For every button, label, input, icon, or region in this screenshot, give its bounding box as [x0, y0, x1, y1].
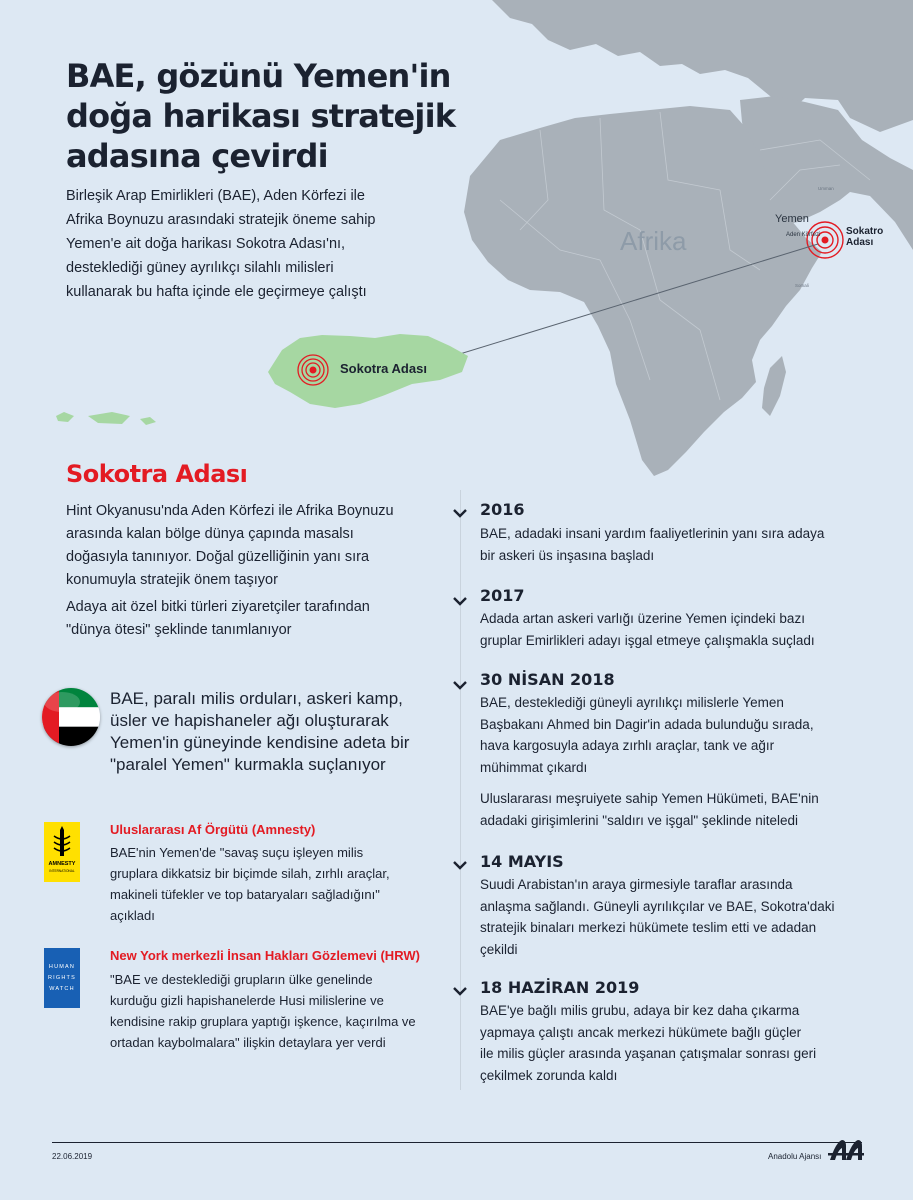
desc-line: arasında kalan bölge dünya çapında masalsı	[66, 526, 354, 542]
chevron-down-icon	[452, 986, 468, 996]
timeline-line-text: ile milis güçler arasında yaşanan çatışmalar sonrası geri	[480, 1046, 817, 1061]
hrw-logo-line: RIGHTS	[48, 975, 76, 981]
hrw-logo-line: WATCH	[49, 986, 75, 992]
map-label-sokatro-line: Sokatro	[846, 226, 884, 237]
amnesty-line: açıkladı	[110, 908, 155, 923]
timeline-line-text: stratejik binaları merkezi hükümete teslim etti ve adadan	[480, 920, 817, 935]
timeline-line-text: yapmaya çalıştı ancak merkezi hükümete bağlı güçler	[480, 1024, 802, 1040]
islet	[140, 417, 156, 425]
sokotra-target	[298, 355, 328, 385]
map-label-umman: Umman	[818, 186, 834, 191]
title-line: BAE, gözünü Yemen'in	[66, 57, 451, 95]
timeline-year: 2017	[480, 586, 525, 605]
timeline-text	[480, 874, 835, 960]
timeline-line-text: Uluslararası meşruiyete sahip Yemen Hükümeti, BAE'nin	[480, 791, 819, 806]
amnesty-title: Uluslararası Af Örgütü (Amnesty)	[110, 822, 316, 837]
timeline-line-text: mühimmat çıkardı	[480, 759, 588, 775]
timeline-line-text: Başbakanı Ahmed bin Dagir'in adada bulunduğu sırada,	[480, 716, 814, 732]
chevron-down-icon	[452, 508, 468, 518]
footer-divider	[52, 1142, 862, 1143]
timeline-year: 18 HAZİRAN 2019	[480, 978, 640, 997]
intro-line: Yemen'e ait doğa harikası Sokotra Adası'nı,	[66, 236, 346, 252]
timeline-line-text: bir askeri üs inşasına başladı	[480, 547, 655, 563]
map-label-afrika: Afrika	[620, 226, 687, 256]
timeline-line-text: gruplar Emirlikleri adayı işgal etmeye çalışmakla suçladı	[480, 632, 815, 648]
timeline-text	[480, 1000, 816, 1086]
timeline-year: 30 NİSAN 2018	[480, 670, 615, 689]
amnesty-text	[110, 842, 390, 926]
footer-date: 22.06.2019	[52, 1152, 93, 1161]
timeline-line-text: adadaki girişimlerini "saldırı ve işgal" şeklinde niteledi	[480, 812, 798, 828]
chevron-down-icon	[452, 596, 468, 606]
chevron-down-icon	[452, 680, 468, 690]
amnesty-logo-text: AMNESTY	[48, 861, 76, 867]
uae-line: üsler ve hapishaneler ağı oluşturarak	[110, 711, 389, 730]
timeline-text	[480, 692, 814, 778]
hrw-line: ortadan kaybolmalara" ilişkin detaylara yer verdi	[110, 1035, 386, 1050]
timeline-line-text: çekilmek zorunda kaldı	[480, 1067, 618, 1083]
title-line: doğa harikası stratejik	[66, 97, 456, 135]
desc-line: Hint Okyanusu'nda Aden Körfezi ile Afrika Boynuzu	[66, 503, 394, 519]
hrw-title: New York merkezli İnsan Hakları Gözlemevi (HRW)	[110, 948, 420, 963]
timeline-text	[480, 523, 824, 566]
timeline-line	[460, 490, 461, 1090]
intro-line: desteklediği güney ayrılıkçı silahlı milisleri	[66, 260, 334, 276]
timeline-line-text: BAE'ye bağlı milis grubu, adaya bir kez daha çıkarma	[480, 1003, 800, 1018]
timeline-year: 2016	[480, 500, 525, 519]
map-label-yemen: Yemen	[775, 213, 809, 225]
islet	[56, 412, 74, 422]
timeline-text	[480, 608, 815, 651]
map-label-sokatro-line: Adası	[846, 237, 874, 248]
amnesty-logo-subtext: INTERNATIONAL	[49, 869, 75, 873]
sokotra-description	[66, 500, 394, 592]
aa-logo-icon	[828, 1138, 864, 1162]
title-line: adasına çevirdi	[66, 137, 328, 175]
uae-line: Yemen'in güneyinde kendisine adeta bir	[110, 733, 410, 752]
map-label-somali: Somali	[795, 283, 809, 288]
intro-paragraph	[66, 184, 446, 304]
amnesty-line: gruplara dikkatsiz bir biçimde silah, zırhlı araçlar,	[110, 866, 390, 881]
note-line: "dünya ötesi" şeklinde tanımlanıyor	[66, 622, 292, 638]
map-label-sokatro	[846, 226, 883, 248]
desc-line: doğasıyla tanınıyor. Doğal güzelliğinin yanı sıra	[66, 549, 370, 565]
timeline-line-text: Adada artan askeri varlığı üzerine Yemen içindeki bazı	[480, 611, 805, 626]
timeline-line-text: BAE, desteklediği güneyli ayrılıkçı milislerle Yemen	[480, 695, 784, 710]
timeline-year: 14 MAYIS	[480, 852, 564, 871]
intro-line: Birleşik Arap Emirlikleri (BAE), Aden Körfezi ile	[66, 188, 365, 204]
hrw-line: kurduğu gizli hapishanelerde Husi milislerine ve	[110, 993, 384, 1008]
map-sokatro-target	[807, 222, 843, 258]
intro-line: kullanarak bu hafta içinde ele geçirmeye çalıştı	[66, 284, 367, 300]
map-label-sokotra: Sokotra Adası	[340, 361, 427, 376]
islet	[88, 412, 130, 424]
hrw-text	[110, 969, 416, 1053]
timeline-line-text: Suudi Arabistan'ın araya girmesiyle taraflar arasında	[480, 877, 793, 892]
madagascar-landmass	[762, 356, 786, 416]
timeline-line-text: anlaşma sağlandı. Güneyli ayrılıkçılar ve BAE, Sokotra'daki	[480, 898, 835, 914]
note-line: Adaya ait özel bitki türleri ziyaretçiler tarafından	[66, 599, 370, 615]
footer-agency: Anadolu Ajansı	[768, 1152, 822, 1161]
hrw-logo-line: HUMAN	[48, 964, 76, 970]
chevron-down-icon	[452, 860, 468, 870]
hrw-logo-icon	[44, 948, 80, 1008]
desc-line: konumuyla stratejik önem taşıyor	[66, 572, 278, 588]
uae-statement	[110, 688, 409, 776]
page-title	[66, 56, 486, 176]
map-label-aden: Aden Körfezi	[786, 232, 821, 238]
amnesty-line: BAE'nin Yemen'de "savaş suçu işleyen milis	[110, 845, 364, 860]
timeline-extra-text	[480, 788, 819, 831]
hrw-line: "BAE ve desteklediği grupların ülke genelinde	[110, 972, 373, 987]
timeline-line-text: BAE, adadaki insani yardım faaliyetlerinin yanı sıra adaya	[480, 526, 825, 541]
amnesty-logo-icon	[44, 822, 80, 882]
uae-flag-icon	[42, 688, 100, 746]
timeline-line-text: hava kargosuyla adaya zırhlı araçlar, tank ve ağır	[480, 738, 775, 753]
intro-line: Afrika Boynuzu arasındaki stratejik öneme sahip	[66, 212, 376, 228]
sokotra-note	[66, 596, 370, 642]
uae-line: BAE, paralı milis orduları, askeri kamp,	[110, 689, 403, 708]
amnesty-line: makineli tüfekler ve top bataryaları sağladığını"	[110, 887, 380, 902]
timeline-line-text: çekildi	[480, 941, 518, 957]
uae-line: "paralel Yemen" kurmakla suçlanıyor	[110, 755, 386, 774]
section-title: Sokotra Adası	[66, 460, 248, 488]
hrw-line: kendisine rakip gruplara yaptığı işkence, kaçırılma ve	[110, 1014, 416, 1029]
